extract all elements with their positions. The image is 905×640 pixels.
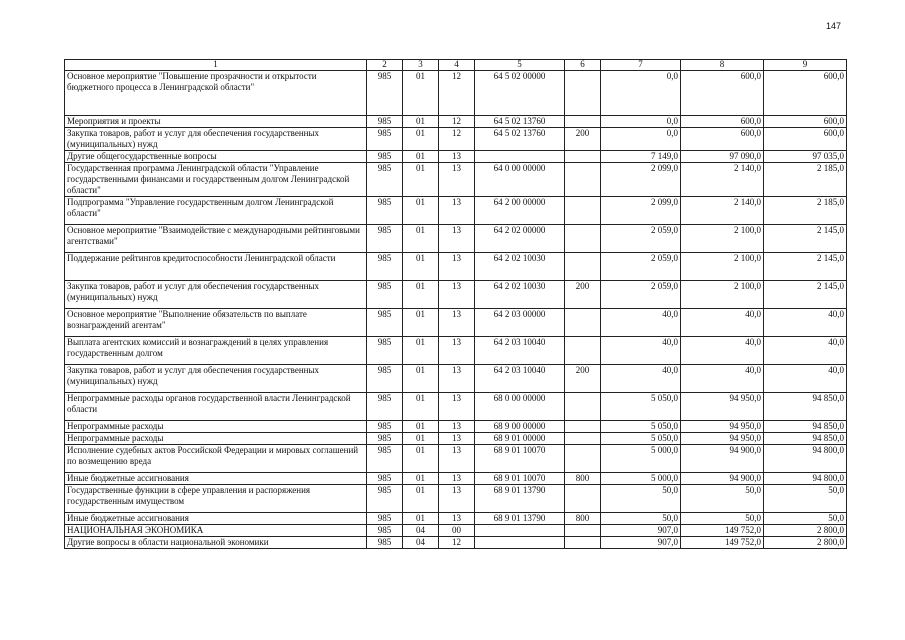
amount-col7-cell: 2 059,0 [601, 225, 681, 253]
table-row [65, 513, 847, 525]
amount-col9-cell: 94 850,0 [764, 433, 847, 445]
section-cell: 01 [403, 163, 439, 197]
amount-col8-cell: 40,0 [681, 309, 764, 337]
amount-col7-cell: 907,0 [601, 537, 681, 549]
expense-type-cell [565, 433, 601, 445]
subsection-cell: 13 [439, 163, 475, 197]
admin-code-cell: 985 [367, 163, 403, 197]
amount-col8-cell: 94 900,0 [681, 445, 764, 473]
expense-type-cell [565, 116, 601, 128]
amount-col8-cell: 2 140,0 [681, 197, 764, 225]
table-row [65, 281, 847, 309]
row-name-cell: Основное мероприятие "Выполнение обязательств по выплате вознаграждений агентам" [65, 309, 367, 337]
table-row [65, 116, 847, 128]
row-name-cell: Другие вопросы в области национальной экономики [65, 537, 367, 549]
admin-code-cell: 985 [367, 513, 403, 525]
row-name-cell: Непрограммные расходы [65, 433, 367, 445]
table-row [65, 253, 847, 281]
target-article-cell [475, 151, 565, 163]
amount-col9-cell: 2 185,0 [764, 197, 847, 225]
admin-code-cell: 985 [367, 128, 403, 151]
amount-col8-cell: 94 950,0 [681, 393, 764, 421]
admin-code-cell: 985 [367, 473, 403, 485]
table-row [65, 309, 847, 337]
expense-type-cell [565, 421, 601, 433]
target-article-cell: 64 0 00 00000 [475, 163, 565, 197]
section-cell: 01 [403, 445, 439, 473]
admin-code-cell: 985 [367, 309, 403, 337]
target-article-cell [475, 525, 565, 537]
table-row [65, 485, 847, 513]
row-name-cell: Выплата агентских комиссий и вознаграждений в целях управления государственным долгом [65, 337, 367, 365]
expense-type-cell: 800 [565, 513, 601, 525]
target-article-cell: 64 2 03 10040 [475, 337, 565, 365]
row-name-cell: Основное мероприятие "Повышение прозрачности и открытости бюджетного процесса в Ленинградской области" [65, 71, 367, 116]
subsection-cell: 13 [439, 253, 475, 281]
table-body [65, 71, 847, 549]
expense-type-cell: 200 [565, 281, 601, 309]
amount-col8-cell: 149 752,0 [681, 537, 764, 549]
row-name-cell: Закупка товаров, работ и услуг для обеспечения государственных (муниципальных) нужд [65, 365, 367, 393]
amount-col9-cell: 2 145,0 [764, 281, 847, 309]
amount-col7-cell: 5 000,0 [601, 473, 681, 485]
amount-col9-cell: 50,0 [764, 485, 847, 513]
subsection-cell: 13 [439, 225, 475, 253]
expense-type-cell [565, 393, 601, 421]
amount-col8-cell: 600,0 [681, 116, 764, 128]
amount-col8-cell: 50,0 [681, 513, 764, 525]
subsection-cell: 13 [439, 445, 475, 473]
admin-code-cell: 985 [367, 225, 403, 253]
amount-col8-cell: 94 900,0 [681, 473, 764, 485]
section-cell: 01 [403, 513, 439, 525]
column-header: 4 [439, 60, 475, 71]
subsection-cell: 13 [439, 309, 475, 337]
table-row [65, 537, 847, 549]
row-name-cell: НАЦИОНАЛЬНАЯ ЭКОНОМИКА [65, 525, 367, 537]
section-cell: 04 [403, 537, 439, 549]
budget-table [64, 59, 847, 549]
amount-col9-cell: 40,0 [764, 365, 847, 393]
section-cell: 01 [403, 473, 439, 485]
row-name-cell: Иные бюджетные ассигнования [65, 513, 367, 525]
admin-code-cell: 985 [367, 197, 403, 225]
table-row [65, 365, 847, 393]
expense-type-cell [565, 309, 601, 337]
expense-type-cell [565, 163, 601, 197]
subsection-cell: 13 [439, 151, 475, 163]
amount-col8-cell: 50,0 [681, 485, 764, 513]
target-article-cell: 64 5 02 13760 [475, 128, 565, 151]
amount-col7-cell: 50,0 [601, 485, 681, 513]
row-name-cell: Непрограммные расходы [65, 421, 367, 433]
amount-col8-cell: 2 100,0 [681, 281, 764, 309]
table-row [65, 151, 847, 163]
column-header: 5 [475, 60, 565, 71]
column-header: 3 [403, 60, 439, 71]
row-name-cell: Закупка товаров, работ и услуг для обеспечения государственных (муниципальных) нужд [65, 128, 367, 151]
amount-col9-cell: 600,0 [764, 128, 847, 151]
amount-col8-cell: 600,0 [681, 128, 764, 151]
amount-col7-cell: 7 149,0 [601, 151, 681, 163]
subsection-cell: 13 [439, 197, 475, 225]
target-article-cell: 64 2 02 10030 [475, 281, 565, 309]
admin-code-cell: 985 [367, 71, 403, 116]
table-row [65, 473, 847, 485]
amount-col7-cell: 2 099,0 [601, 163, 681, 197]
row-name-cell: Мероприятия и проекты [65, 116, 367, 128]
table-row [65, 71, 847, 116]
subsection-cell: 13 [439, 421, 475, 433]
amount-col9-cell: 2 800,0 [764, 525, 847, 537]
expense-type-cell [565, 525, 601, 537]
expense-type-cell: 200 [565, 365, 601, 393]
amount-col9-cell: 40,0 [764, 337, 847, 365]
amount-col7-cell: 2 059,0 [601, 253, 681, 281]
amount-col7-cell: 5 050,0 [601, 393, 681, 421]
amount-col9-cell: 600,0 [764, 71, 847, 116]
expense-type-cell: 200 [565, 128, 601, 151]
target-article-cell: 68 9 01 10070 [475, 445, 565, 473]
admin-code-cell: 985 [367, 337, 403, 365]
admin-code-cell: 985 [367, 537, 403, 549]
amount-col7-cell: 2 059,0 [601, 281, 681, 309]
expense-type-cell [565, 485, 601, 513]
subsection-cell: 13 [439, 473, 475, 485]
amount-col7-cell: 5 000,0 [601, 445, 681, 473]
target-article-cell: 68 9 01 10070 [475, 473, 565, 485]
amount-col7-cell: 907,0 [601, 525, 681, 537]
column-header: 2 [367, 60, 403, 71]
table-row [65, 421, 847, 433]
admin-code-cell: 985 [367, 365, 403, 393]
target-article-cell [475, 537, 565, 549]
column-header: 7 [601, 60, 681, 71]
admin-code-cell: 985 [367, 421, 403, 433]
row-name-cell: Подпрограмма "Управление государственным долгом Ленинградской области" [65, 197, 367, 225]
amount-col9-cell: 2 800,0 [764, 537, 847, 549]
amount-col9-cell: 97 035,0 [764, 151, 847, 163]
amount-col8-cell: 600,0 [681, 71, 764, 116]
row-name-cell: Основное мероприятие "Взаимодействие с международными рейтинговыми агентствами" [65, 225, 367, 253]
subsection-cell: 13 [439, 513, 475, 525]
subsection-cell: 13 [439, 393, 475, 421]
admin-code-cell: 985 [367, 281, 403, 309]
section-cell: 01 [403, 433, 439, 445]
row-name-cell: Государственная программа Ленинградской области "Управление государственными финансами и государственным долгом Ленинградской области" [65, 163, 367, 197]
column-header: 1 [65, 60, 367, 71]
column-header: 6 [565, 60, 601, 71]
amount-col9-cell: 94 800,0 [764, 473, 847, 485]
target-article-cell: 68 0 00 00000 [475, 393, 565, 421]
admin-code-cell: 985 [367, 253, 403, 281]
section-cell: 01 [403, 393, 439, 421]
section-cell: 01 [403, 197, 439, 225]
amount-col8-cell: 94 950,0 [681, 433, 764, 445]
admin-code-cell: 985 [367, 151, 403, 163]
section-cell: 01 [403, 421, 439, 433]
amount-col8-cell: 97 090,0 [681, 151, 764, 163]
expense-type-cell [565, 445, 601, 473]
amount-col7-cell: 40,0 [601, 365, 681, 393]
amount-col7-cell: 2 099,0 [601, 197, 681, 225]
target-article-cell: 68 9 01 13790 [475, 485, 565, 513]
column-header: 9 [764, 60, 847, 71]
admin-code-cell: 985 [367, 393, 403, 421]
table-row [65, 525, 847, 537]
column-header: 8 [681, 60, 764, 71]
subsection-cell: 12 [439, 128, 475, 151]
row-name-cell: Государственные функции в сфере управления и распоряжения государственным имуществом [65, 485, 367, 513]
amount-col8-cell: 2 100,0 [681, 225, 764, 253]
expense-type-cell [565, 537, 601, 549]
expense-type-cell [565, 225, 601, 253]
target-article-cell: 68 9 01 13790 [475, 513, 565, 525]
expense-type-cell [565, 71, 601, 116]
amount-col9-cell: 94 850,0 [764, 393, 847, 421]
table-row [65, 337, 847, 365]
amount-col7-cell: 40,0 [601, 309, 681, 337]
amount-col7-cell: 5 050,0 [601, 421, 681, 433]
section-cell: 01 [403, 225, 439, 253]
expense-type-cell: 800 [565, 473, 601, 485]
section-cell: 01 [403, 128, 439, 151]
admin-code-cell: 985 [367, 485, 403, 513]
section-cell: 01 [403, 253, 439, 281]
amount-col7-cell: 50,0 [601, 513, 681, 525]
row-name-cell: Исполнение судебных актов Российской Федерации и мировых соглашений по возмещению вреда [65, 445, 367, 473]
subsection-cell: 13 [439, 365, 475, 393]
amount-col9-cell: 40,0 [764, 309, 847, 337]
section-cell: 01 [403, 337, 439, 365]
amount-col7-cell: 5 050,0 [601, 433, 681, 445]
amount-col8-cell: 149 752,0 [681, 525, 764, 537]
section-cell: 01 [403, 71, 439, 116]
table-row [65, 128, 847, 151]
subsection-cell: 00 [439, 525, 475, 537]
subsection-cell: 12 [439, 71, 475, 116]
target-article-cell: 64 2 02 10030 [475, 253, 565, 281]
target-article-cell: 64 2 02 00000 [475, 225, 565, 253]
admin-code-cell: 985 [367, 525, 403, 537]
subsection-cell: 13 [439, 485, 475, 513]
table-row [65, 163, 847, 197]
row-name-cell: Другие общегосударственные вопросы [65, 151, 367, 163]
amount-col9-cell: 2 145,0 [764, 253, 847, 281]
section-cell: 01 [403, 485, 439, 513]
table-header-row [65, 60, 847, 71]
target-article-cell: 64 5 02 00000 [475, 71, 565, 116]
amount-col9-cell: 94 800,0 [764, 445, 847, 473]
admin-code-cell: 985 [367, 116, 403, 128]
section-cell: 04 [403, 525, 439, 537]
amount-col8-cell: 2 100,0 [681, 253, 764, 281]
amount-col7-cell: 40,0 [601, 337, 681, 365]
amount-col8-cell: 40,0 [681, 337, 764, 365]
amount-col8-cell: 40,0 [681, 365, 764, 393]
section-cell: 01 [403, 309, 439, 337]
subsection-cell: 12 [439, 537, 475, 549]
section-cell: 01 [403, 151, 439, 163]
amount-col8-cell: 94 950,0 [681, 421, 764, 433]
target-article-cell: 68 9 01 00000 [475, 433, 565, 445]
row-name-cell: Непрограммные расходы органов государственной власти Ленинградской области [65, 393, 367, 421]
expense-type-cell [565, 253, 601, 281]
section-cell: 01 [403, 116, 439, 128]
subsection-cell: 12 [439, 116, 475, 128]
section-cell: 01 [403, 365, 439, 393]
expense-type-cell [565, 151, 601, 163]
row-name-cell: Закупка товаров, работ и услуг для обеспечения государственных (муниципальных) нужд [65, 281, 367, 309]
expense-type-cell [565, 337, 601, 365]
row-name-cell: Поддержание рейтингов кредитоспособности Ленинградской области [65, 253, 367, 281]
page-number: 147 [826, 21, 842, 31]
amount-col7-cell: 0,0 [601, 116, 681, 128]
table-row [65, 433, 847, 445]
table-row [65, 197, 847, 225]
target-article-cell: 64 2 00 00000 [475, 197, 565, 225]
table-row [65, 393, 847, 421]
amount-col8-cell: 2 140,0 [681, 163, 764, 197]
target-article-cell: 68 9 00 00000 [475, 421, 565, 433]
table-row [65, 225, 847, 253]
amount-col9-cell: 94 850,0 [764, 421, 847, 433]
subsection-cell: 13 [439, 337, 475, 365]
row-name-cell: Иные бюджетные ассигнования [65, 473, 367, 485]
section-cell: 01 [403, 281, 439, 309]
admin-code-cell: 985 [367, 433, 403, 445]
amount-col9-cell: 2 145,0 [764, 225, 847, 253]
expense-type-cell [565, 197, 601, 225]
table-row [65, 445, 847, 473]
target-article-cell: 64 2 03 10040 [475, 365, 565, 393]
admin-code-cell: 985 [367, 445, 403, 473]
subsection-cell: 13 [439, 433, 475, 445]
target-article-cell: 64 2 03 00000 [475, 309, 565, 337]
amount-col7-cell: 0,0 [601, 71, 681, 116]
amount-col9-cell: 2 185,0 [764, 163, 847, 197]
amount-col7-cell: 0,0 [601, 128, 681, 151]
amount-col9-cell: 50,0 [764, 513, 847, 525]
target-article-cell: 64 5 02 13760 [475, 116, 565, 128]
subsection-cell: 13 [439, 281, 475, 309]
amount-col9-cell: 600,0 [764, 116, 847, 128]
